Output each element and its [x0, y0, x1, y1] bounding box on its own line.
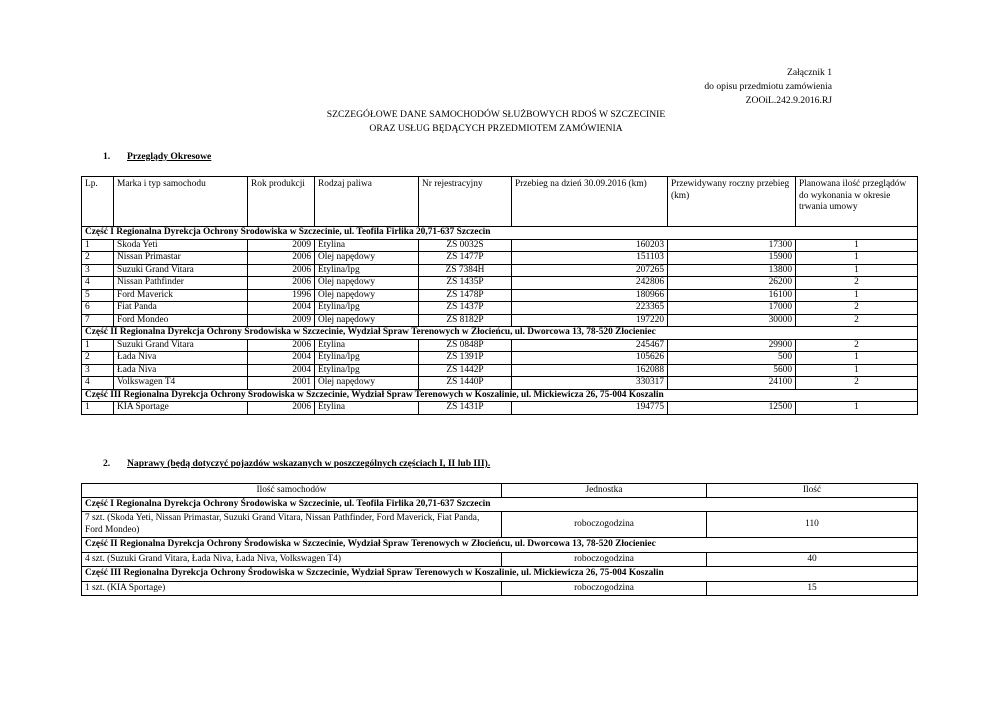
- cell-mileage: 180966: [512, 289, 668, 302]
- cell-mileage: 162088: [512, 364, 668, 377]
- cell-mileage: 160203: [512, 239, 668, 252]
- part-title: Część II Regionalna Dyrekcja Ochrony Środowiska w Szczecinie, Wydział Spraw Terenowych w Złocieńcu, ul. Dworcowa 13, 78-520 Złocieniec: [82, 327, 918, 340]
- cell-registration: ZS 1391P: [419, 352, 512, 365]
- cell-lp: 3: [82, 264, 114, 277]
- cell-lp: 7: [82, 314, 114, 327]
- cell-car: Nissan Primastar: [114, 252, 248, 265]
- title-line-1: SZCZEGÓŁOWE DANE SAMOCHODÓW SŁUŻBOWYCH RDOŚ W SZCZECINIE: [326, 109, 666, 120]
- cell-fuel: Etylina/lpg: [315, 302, 419, 315]
- cell-planned-inspections: 1: [796, 352, 918, 365]
- cell-planned-inspections: 2: [796, 302, 918, 315]
- cell-car: Volkswagen T4: [114, 377, 248, 390]
- inspections-body: [82, 227, 918, 415]
- cell-car: Fiat Panda: [114, 302, 248, 315]
- cell-lp: 1: [82, 339, 114, 352]
- cell-year: 2006: [248, 277, 315, 290]
- cell-car: Suzuki Grand Vitara: [114, 264, 248, 277]
- document-title: [0, 108, 992, 136]
- cell-fuel: Olej napędowy: [315, 289, 419, 302]
- table-row: [82, 264, 918, 277]
- part-header-row: [82, 538, 918, 553]
- cell-registration: ZS 7384H: [419, 264, 512, 277]
- cell-lp: 2: [82, 252, 114, 265]
- inspections-table: [81, 176, 918, 415]
- header-quantity: Ilość: [707, 484, 918, 498]
- table-row: [82, 552, 918, 567]
- cell-car: Nissan Pathfinder: [114, 277, 248, 290]
- header-planned-inspections: Planowana ilość przeglądów do wykonania w okresie trwania umowy: [796, 177, 918, 227]
- cell-fuel: Etylina: [315, 339, 419, 352]
- cell-annual-mileage: 16100: [668, 289, 796, 302]
- cell-car-list: 4 szt. (Suzuki Grand Vitara, Łada Niva, Łada Niva, Volkswagen T4): [82, 552, 502, 567]
- table-row: [82, 377, 918, 390]
- annex-line-2: do opisu przedmiotu zamówienia: [704, 81, 832, 92]
- cell-year: 2004: [248, 364, 315, 377]
- cell-annual-mileage: 26200: [668, 277, 796, 290]
- cell-planned-inspections: 1: [796, 264, 918, 277]
- section-2-title: Naprawy (będą dotyczyć pojazdów wskazanych w poszczególnych częściach I, II lub III).: [127, 458, 491, 469]
- cell-planned-inspections: 1: [796, 239, 918, 252]
- part-title: Część II Regionalna Dyrekcja Ochrony Środowiska w Szczecinie, Wydział Spraw Terenowych w Złocieńcu, ul. Dworcowa 13, 78-520 Złocieniec: [82, 538, 918, 553]
- cell-year: 2006: [248, 339, 315, 352]
- table-row: [82, 364, 918, 377]
- cell-lp: 1: [82, 402, 114, 415]
- cell-registration: ZS 8182P: [419, 314, 512, 327]
- cell-year: 2004: [248, 302, 315, 315]
- cell-year: 1996: [248, 289, 315, 302]
- cell-registration: ZS 1437P: [419, 302, 512, 315]
- cell-quantity: 40: [707, 552, 918, 567]
- section-2-heading: [103, 458, 490, 469]
- cell-annual-mileage: 30000: [668, 314, 796, 327]
- cell-car-list: 7 szt. (Skoda Yeti, Nissan Primastar, Suzuki Grand Vitara, Nissan Pathfinder, Ford Maverick, Fiat Panda, Ford Mondeo): [82, 512, 502, 538]
- cell-quantity: 15: [707, 581, 918, 596]
- cell-registration: ZS 0848P: [419, 339, 512, 352]
- cell-fuel: Etylina: [315, 239, 419, 252]
- cell-fuel: Etylina/lpg: [315, 264, 419, 277]
- cell-registration: ZS 1431P: [419, 402, 512, 415]
- header-mileage: Przebieg na dzień 30.09.2016 (km): [512, 177, 668, 227]
- annex-note: [704, 66, 832, 108]
- cell-lp: 4: [82, 377, 114, 390]
- cell-registration: ZS 1435P: [419, 277, 512, 290]
- cell-planned-inspections: 2: [796, 277, 918, 290]
- inspections-header-row: [82, 177, 918, 227]
- cell-lp: 2: [82, 352, 114, 365]
- header-car-count: Ilość samochodów: [82, 484, 502, 498]
- cell-year: 2006: [248, 264, 315, 277]
- cell-mileage: 330317: [512, 377, 668, 390]
- part-title: Część I Regionalna Dyrekcja Ochrony Środowiska w Szczecinie, ul. Teofila Firlika 20,71-637 Szczecin: [82, 227, 918, 240]
- table-row: [82, 289, 918, 302]
- cell-lp: 5: [82, 289, 114, 302]
- table-row: [82, 352, 918, 365]
- cell-mileage: 197220: [512, 314, 668, 327]
- part-header-row: [82, 327, 918, 340]
- cell-unit: roboczogodzina: [502, 552, 707, 567]
- header-lp: Lp.: [82, 177, 114, 227]
- cell-mileage: 207265: [512, 264, 668, 277]
- cell-registration: ZS 1478P: [419, 289, 512, 302]
- table-row: [82, 302, 918, 315]
- header-fuel: Rodzaj paliwa: [315, 177, 419, 227]
- table-row: [82, 512, 918, 538]
- cell-mileage: 194775: [512, 402, 668, 415]
- section-1-number: 1.: [103, 151, 111, 162]
- cell-registration: ZS 0032S: [419, 239, 512, 252]
- cell-planned-inspections: 1: [796, 252, 918, 265]
- cell-unit: roboczogodzina: [502, 581, 707, 596]
- cell-fuel: Olej napędowy: [315, 252, 419, 265]
- cell-annual-mileage: 5600: [668, 364, 796, 377]
- part-header-row: [82, 389, 918, 402]
- cell-planned-inspections: 1: [796, 402, 918, 415]
- part-header-row: [82, 567, 918, 582]
- cell-fuel: Etylina: [315, 402, 419, 415]
- part-header-row: [82, 497, 918, 512]
- cell-fuel: Olej napędowy: [315, 314, 419, 327]
- cell-annual-mileage: 13800: [668, 264, 796, 277]
- cell-car: Ford Maverick: [114, 289, 248, 302]
- cell-planned-inspections: 1: [796, 289, 918, 302]
- cell-year: 2009: [248, 239, 315, 252]
- cell-year: 2006: [248, 252, 315, 265]
- cell-car: Łada Niva: [114, 364, 248, 377]
- cell-annual-mileage: 500: [668, 352, 796, 365]
- header-registration: Nr rejestracyjny: [419, 177, 512, 227]
- cell-fuel: Olej napędowy: [315, 277, 419, 290]
- table-row: [82, 581, 918, 596]
- header-year: Rok produkcji: [248, 177, 315, 227]
- cell-lp: 1: [82, 239, 114, 252]
- cell-mileage: 151103: [512, 252, 668, 265]
- annex-reference: ZOOiL.242.9.2016.RJ: [745, 95, 832, 106]
- table-row: [82, 239, 918, 252]
- cell-registration: ZS 1442P: [419, 364, 512, 377]
- cell-mileage: 245467: [512, 339, 668, 352]
- table-row: [82, 277, 918, 290]
- table-row: [82, 314, 918, 327]
- header-unit: Jednostka: [502, 484, 707, 498]
- cell-unit: roboczogodzina: [502, 512, 707, 538]
- header-annual-mileage: Przewidywany roczny przebieg (km): [668, 177, 796, 227]
- cell-planned-inspections: 2: [796, 377, 918, 390]
- cell-fuel: Etylina/lpg: [315, 364, 419, 377]
- cell-car: Ford Mondeo: [114, 314, 248, 327]
- header-car: Marka i typ samochodu: [114, 177, 248, 227]
- repairs-header-row: [82, 484, 918, 498]
- cell-annual-mileage: 29900: [668, 339, 796, 352]
- cell-lp: 4: [82, 277, 114, 290]
- cell-annual-mileage: 17300: [668, 239, 796, 252]
- part-title: Część III Regionalna Dyrekcja Ochrony Środowiska w Szczecinie, Wydział Spraw Terenowych w Koszalinie, ul. Mickiewicza 26, 75-004 Koszalin: [82, 567, 918, 582]
- cell-annual-mileage: 12500: [668, 402, 796, 415]
- cell-planned-inspections: 2: [796, 314, 918, 327]
- cell-car: Łada Niva: [114, 352, 248, 365]
- section-2-number: 2.: [103, 458, 111, 469]
- cell-annual-mileage: 24100: [668, 377, 796, 390]
- repairs-body: [82, 497, 918, 596]
- table-row: [82, 402, 918, 415]
- annex-line-1: Załącznik 1: [786, 67, 832, 78]
- cell-mileage: 105626: [512, 352, 668, 365]
- cell-mileage: 223365: [512, 302, 668, 315]
- cell-lp: 3: [82, 364, 114, 377]
- cell-car: Suzuki Grand Vitara: [114, 339, 248, 352]
- cell-mileage: 242806: [512, 277, 668, 290]
- repairs-table: [81, 483, 918, 596]
- title-line-2: ORAZ USŁUG BĘDĄCYCH PRZEDMIOTEM ZAMÓWIENIA: [369, 123, 623, 134]
- cell-quantity: 110: [707, 512, 918, 538]
- cell-lp: 6: [82, 302, 114, 315]
- cell-car-list: 1 szt. (KIA Sportage): [82, 581, 502, 596]
- cell-registration: ZS 1477P: [419, 252, 512, 265]
- cell-year: 2004: [248, 352, 315, 365]
- part-title: Część I Regionalna Dyrekcja Ochrony Środowiska w Szczecinie, ul. Teofila Firlika 20,71-637 Szczecin: [82, 497, 918, 512]
- table-row: [82, 339, 918, 352]
- cell-planned-inspections: 1: [796, 364, 918, 377]
- cell-car: KIA Sportage: [114, 402, 248, 415]
- part-title: Część III Regionalna Dyrekcja Ochrony Środowiska w Szczecinie, Wydział Spraw Terenowych w Koszalinie, ul. Mickiewicza 26, 75-004 Koszalin: [82, 389, 918, 402]
- cell-year: 2001: [248, 377, 315, 390]
- table-row: [82, 252, 918, 265]
- cell-annual-mileage: 15900: [668, 252, 796, 265]
- cell-car: Skoda Yeti: [114, 239, 248, 252]
- cell-year: 2009: [248, 314, 315, 327]
- cell-annual-mileage: 17000: [668, 302, 796, 315]
- cell-fuel: Etylina/lpg: [315, 352, 419, 365]
- cell-fuel: Olej napędowy: [315, 377, 419, 390]
- cell-year: 2006: [248, 402, 315, 415]
- part-header-row: [82, 227, 918, 240]
- cell-registration: ZS 1440P: [419, 377, 512, 390]
- section-1-title: Przeglądy Okresowe: [127, 151, 212, 162]
- section-1-heading: [103, 151, 211, 162]
- cell-planned-inspections: 2: [796, 339, 918, 352]
